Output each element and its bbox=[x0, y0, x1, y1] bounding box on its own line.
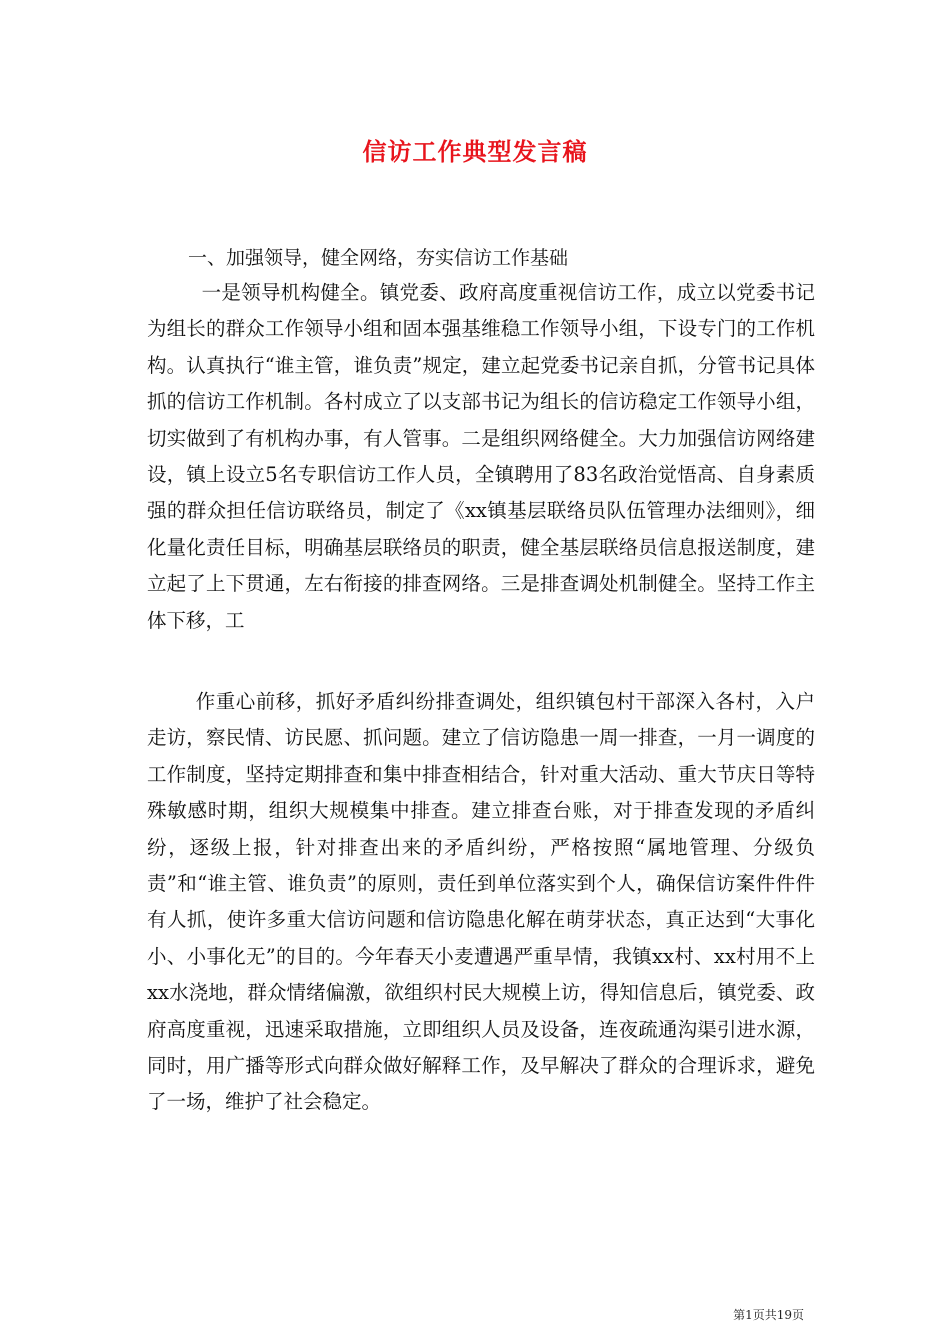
paragraph-1: 一是领导机构健全。镇党委、政府高度重视信访工作，成立以党委书记为组长的群众工作领导小组和固本强基维稳工作领导小组，下设专门的工作机构。认真执行“谁主管，谁负责”规定，建立起党委书记亲自抓，分管书记具体抓的信访工作机制。各村成立了以支部书记为组长的信访稳定工作领导小组，切实做到了有机构办事，有人管事。二是组织网络健全。大力加强信访网络建设，镇上设立5名专职信访工作人员，全镇聘用了83名政治觉悟高、自身素质强的群众担任信访联络员，制定了《xx镇基层联络员队伍管理办法细则》，细化量化责任目标，明确基层联络员的职责，健全基层联络员信息报送制度，建立起了上下贯通，左右衔接的排查网络。三是排查调处机制健全。坚持工作主体下移，工 bbox=[147, 281, 815, 632]
section-heading: 一、加强领导，健全网络，夯实信访工作基础 bbox=[188, 247, 569, 269]
paragraph-2: 作重心前移，抓好矛盾纠纷排查调处，组织镇包村干部深入各村，入户走访，察民情、访民愿、抓问题。建立了信访隐患一周一排查，一月一调度的工作制度，坚持定期排查和集中排查相结合，针对重大活动、重大节庆日等特殊敏感时期，组织大规模集中排查。建立排查台账，对于排查发现的矛盾纠纷，逐级上报，针对排查出来的矛盾纠纷，严格按照“属地管理、分级负责”和“谁主管、谁负责”的原则，责任到单位落实到个人，确保信访案件件件有人抓，使许多重大信访问题和信访隐患化解在萌芽状态，真正达到“大事化小、小事化无”的目的。今年春天小麦遭遇严重旱情，我镇xx村、xx村用不上xx水浇地，群众情绪偏激，欲组织村民大规模上访，得知信息后，镇党委、政府高度重视，迅速采取措施，立即组织人员及设备，连夜疏通沟渠引进水源，同时，用广播等形式向群众做好解释工作，及早解决了群众的合理诉求，避免了一场，维护了社会稳定。 bbox=[147, 690, 815, 1114]
document-title: 信访工作典型发言稿 bbox=[362, 137, 588, 166]
page-number-footer: 第1页共19页 bbox=[733, 1308, 804, 1322]
